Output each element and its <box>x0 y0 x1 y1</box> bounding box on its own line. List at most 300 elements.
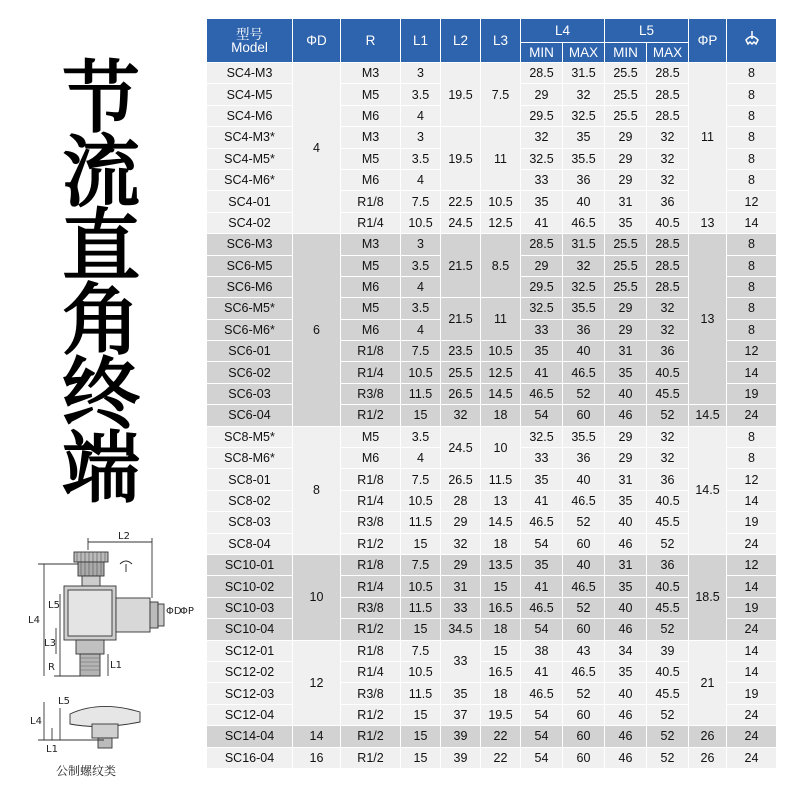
cell-l1: 10.5 <box>401 490 441 511</box>
cell-l4-min: 54 <box>521 533 563 554</box>
cell-l1: 3 <box>401 63 441 84</box>
cell-l5-max: 36 <box>647 341 689 362</box>
cell-l1: 15 <box>401 533 441 554</box>
header-l2: L2 <box>441 19 481 63</box>
cell-l5-min: 29 <box>605 448 647 469</box>
cell-model: SC8-02 <box>207 490 293 511</box>
header-l4-min: MIN <box>521 43 563 63</box>
cell-l1: 7.5 <box>401 191 441 212</box>
cell-l4-max: 40 <box>563 341 605 362</box>
cell-l3: 15 <box>481 576 521 597</box>
cell-l4-max: 46.5 <box>563 490 605 511</box>
header-l5: L5 <box>605 19 689 43</box>
cell-model: SC8-01 <box>207 469 293 490</box>
cell-l4-max: 60 <box>563 726 605 747</box>
cell-r: M3 <box>341 127 401 148</box>
cell-l4-min: 33 <box>521 319 563 340</box>
cell-l5-max: 52 <box>647 405 689 426</box>
cell-l4-min: 32 <box>521 127 563 148</box>
cell-l5-min: 35 <box>605 661 647 682</box>
cell-model: SC12-03 <box>207 683 293 704</box>
cell-l4-max: 35.5 <box>563 148 605 169</box>
cell-wrench: 12 <box>727 191 777 212</box>
cell-r: R1/2 <box>341 726 401 747</box>
cell-phip: 14.5 <box>689 426 727 554</box>
cell-l4-max: 31.5 <box>563 63 605 84</box>
cell-l5-max: 32 <box>647 298 689 319</box>
header-l3: L3 <box>481 19 521 63</box>
cell-model: SC6-M5 <box>207 255 293 276</box>
cell-r: R1/4 <box>341 490 401 511</box>
cell-r: M3 <box>341 63 401 84</box>
cell-l2: 32 <box>441 405 481 426</box>
cell-l1: 15 <box>401 726 441 747</box>
cell-l4-max: 40 <box>563 554 605 575</box>
cell-l4-max: 60 <box>563 405 605 426</box>
cell-l5-max: 52 <box>647 747 689 768</box>
cell-l5-min: 25.5 <box>605 255 647 276</box>
cell-model: SC8-03 <box>207 512 293 533</box>
cell-l5-min: 29 <box>605 127 647 148</box>
fitting-dimension-diagram <box>8 528 204 790</box>
cell-l4-min: 33 <box>521 169 563 190</box>
cell-l5-min: 35 <box>605 362 647 383</box>
cell-l5-max: 52 <box>647 533 689 554</box>
diagram-caption: 公制螺纹类 <box>56 764 117 778</box>
table-row <box>207 554 777 575</box>
cell-l4-min: 41 <box>521 576 563 597</box>
cell-model: SC4-M6* <box>207 169 293 190</box>
cell-l5-min: 31 <box>605 191 647 212</box>
cell-model: SC4-M3 <box>207 63 293 84</box>
cell-phid: 4 <box>293 63 341 234</box>
cell-model: SC10-02 <box>207 576 293 597</box>
cell-l3: 12.5 <box>481 362 521 383</box>
cell-wrench: 14 <box>727 490 777 511</box>
cell-r: M5 <box>341 298 401 319</box>
cell-l4-min: 35 <box>521 554 563 575</box>
cell-l4-min: 46.5 <box>521 383 563 404</box>
cell-l2: 21.5 <box>441 298 481 341</box>
cell-model: SC12-04 <box>207 704 293 725</box>
cell-model: SC4-M5 <box>207 84 293 105</box>
cell-model: SC8-M5* <box>207 426 293 447</box>
cell-model: SC12-02 <box>207 661 293 682</box>
cell-l1: 10.5 <box>401 362 441 383</box>
header-phip: ΦP <box>689 19 727 63</box>
cell-l5-min: 35 <box>605 576 647 597</box>
cell-l4-min: 35 <box>521 191 563 212</box>
cell-l5-min: 46 <box>605 726 647 747</box>
cell-model: SC4-M3* <box>207 127 293 148</box>
cell-l4-min: 46.5 <box>521 683 563 704</box>
cell-l2: 37 <box>441 704 481 725</box>
cell-l4-max: 43 <box>563 640 605 661</box>
cell-wrench: 14 <box>727 640 777 661</box>
cell-l4-max: 60 <box>563 704 605 725</box>
cell-model: SC8-M6* <box>207 448 293 469</box>
cell-wrench: 12 <box>727 341 777 362</box>
cell-l5-max: 28.5 <box>647 105 689 126</box>
cell-l3: 14.5 <box>481 383 521 404</box>
cell-wrench: 12 <box>727 554 777 575</box>
cell-l2: 35 <box>441 683 481 704</box>
cell-l2: 25.5 <box>441 362 481 383</box>
cell-l4-max: 46.5 <box>563 362 605 383</box>
cell-l4-min: 38 <box>521 640 563 661</box>
cell-l2: 32 <box>441 533 481 554</box>
cell-wrench: 8 <box>727 234 777 255</box>
cell-l3: 18 <box>481 683 521 704</box>
cell-l4-min: 32.5 <box>521 298 563 319</box>
cell-l4-max: 60 <box>563 619 605 640</box>
cell-model: SC16-04 <box>207 747 293 768</box>
cell-l5-max: 39 <box>647 640 689 661</box>
dim-label: L2 <box>118 531 130 542</box>
cell-l5-min: 29 <box>605 319 647 340</box>
cell-l5-min: 25.5 <box>605 276 647 297</box>
cell-l4-max: 36 <box>563 319 605 340</box>
dim-label: L4 <box>28 615 40 626</box>
cell-l1: 3.5 <box>401 255 441 276</box>
cell-l4-max: 32 <box>563 255 605 276</box>
spec-table <box>206 18 777 769</box>
cell-l2: 19.5 <box>441 63 481 127</box>
cell-l1: 15 <box>401 405 441 426</box>
cell-l3: 11.5 <box>481 469 521 490</box>
cell-l1: 4 <box>401 448 441 469</box>
cell-l4-min: 54 <box>521 726 563 747</box>
table-row <box>207 63 777 84</box>
cell-l2: 33 <box>441 640 481 683</box>
cell-l1: 7.5 <box>401 341 441 362</box>
header-model-en: Model <box>231 39 268 55</box>
cell-l2: 29 <box>441 512 481 533</box>
cell-wrench: 8 <box>727 319 777 340</box>
cell-l3: 18 <box>481 619 521 640</box>
cell-l1: 4 <box>401 169 441 190</box>
table-row <box>207 212 777 233</box>
cell-l4-min: 54 <box>521 405 563 426</box>
cell-phip: 14.5 <box>689 405 727 426</box>
cell-l4-max: 32.5 <box>563 276 605 297</box>
cell-l4-min: 54 <box>521 704 563 725</box>
header-model <box>207 19 293 63</box>
cell-l4-max: 36 <box>563 169 605 190</box>
cell-wrench: 8 <box>727 169 777 190</box>
cell-model: SC10-04 <box>207 619 293 640</box>
dim-label: ΦP <box>180 606 194 617</box>
cell-l3: 8.5 <box>481 234 521 298</box>
cell-wrench: 8 <box>727 148 777 169</box>
cell-l2: 39 <box>441 747 481 768</box>
cell-r: R1/4 <box>341 212 401 233</box>
cell-l4-max: 35.5 <box>563 298 605 319</box>
cell-phip: 26 <box>689 747 727 768</box>
dim-label: R <box>48 662 55 673</box>
cell-l5-max: 40.5 <box>647 362 689 383</box>
cell-model: SC8-04 <box>207 533 293 554</box>
cell-l5-max: 52 <box>647 704 689 725</box>
cell-r: M6 <box>341 105 401 126</box>
cell-l4-min: 35 <box>521 469 563 490</box>
cell-l1: 15 <box>401 704 441 725</box>
cell-l4-max: 32.5 <box>563 105 605 126</box>
cell-l5-min: 25.5 <box>605 84 647 105</box>
header-wrench-icon <box>727 19 777 63</box>
cell-l1: 4 <box>401 276 441 297</box>
header-model-cn: 型号 <box>236 26 263 42</box>
cell-l1: 7.5 <box>401 554 441 575</box>
cell-l5-min: 31 <box>605 469 647 490</box>
cell-r: M5 <box>341 426 401 447</box>
cell-wrench: 24 <box>727 405 777 426</box>
product-title <box>58 54 144 514</box>
cell-phip: 18.5 <box>689 554 727 640</box>
cell-model: SC6-04 <box>207 405 293 426</box>
cell-l3: 7.5 <box>481 63 521 127</box>
cell-l2: 19.5 <box>441 127 481 191</box>
cell-l3: 12.5 <box>481 212 521 233</box>
cell-r: R3/8 <box>341 512 401 533</box>
header-l5-min: MIN <box>605 43 647 63</box>
cell-r: R1/2 <box>341 619 401 640</box>
dim-label: L1 <box>46 744 58 755</box>
cell-phid: 12 <box>293 640 341 726</box>
cell-l5-max: 36 <box>647 469 689 490</box>
cell-l1: 3.5 <box>401 84 441 105</box>
dim-label: L5 <box>48 600 60 611</box>
cell-l4-min: 41 <box>521 362 563 383</box>
cell-l2: 26.5 <box>441 469 481 490</box>
cell-r: R1/8 <box>341 341 401 362</box>
cell-phip: 21 <box>689 640 727 726</box>
dim-label: L5 <box>58 696 70 707</box>
cell-l2: 29 <box>441 554 481 575</box>
cell-l4-min: 54 <box>521 619 563 640</box>
cell-l2: 26.5 <box>441 383 481 404</box>
cell-l5-max: 52 <box>647 726 689 747</box>
cell-model: SC4-M5* <box>207 148 293 169</box>
header-phid: ΦD <box>293 19 341 63</box>
cell-model: SC6-03 <box>207 383 293 404</box>
cell-model: SC14-04 <box>207 726 293 747</box>
cell-l5-max: 32 <box>647 169 689 190</box>
cell-l5-max: 40.5 <box>647 576 689 597</box>
cell-r: M6 <box>341 448 401 469</box>
cell-wrench: 8 <box>727 276 777 297</box>
cell-r: M6 <box>341 319 401 340</box>
cell-wrench: 19 <box>727 683 777 704</box>
cell-l3: 10.5 <box>481 341 521 362</box>
cell-l4-min: 29.5 <box>521 276 563 297</box>
cell-wrench: 8 <box>727 105 777 126</box>
cell-wrench: 14 <box>727 661 777 682</box>
cell-wrench: 8 <box>727 63 777 84</box>
title-char: 角 <box>61 276 140 366</box>
cell-wrench: 24 <box>727 726 777 747</box>
dim-label: L3 <box>44 638 56 649</box>
cell-l3: 18 <box>481 533 521 554</box>
cell-l5-min: 25.5 <box>605 105 647 126</box>
cell-l4-min: 41 <box>521 212 563 233</box>
cell-l3: 13 <box>481 490 521 511</box>
cell-phip: 26 <box>689 726 727 747</box>
cell-l4-min: 29.5 <box>521 105 563 126</box>
cell-l3: 11 <box>481 127 521 191</box>
cell-l5-min: 31 <box>605 554 647 575</box>
title-char: 终 <box>61 350 140 440</box>
cell-l4-min: 35 <box>521 341 563 362</box>
cell-r: M5 <box>341 148 401 169</box>
cell-l4-min: 46.5 <box>521 512 563 533</box>
dim-label: L4 <box>30 716 42 727</box>
cell-l4-max: 52 <box>563 683 605 704</box>
cell-l3: 11 <box>481 298 521 341</box>
cell-l5-max: 40.5 <box>647 212 689 233</box>
cell-r: R3/8 <box>341 597 401 618</box>
cell-r: R1/4 <box>341 362 401 383</box>
cell-wrench: 8 <box>727 426 777 447</box>
cell-r: M5 <box>341 84 401 105</box>
cell-wrench: 14 <box>727 362 777 383</box>
cell-wrench: 19 <box>727 512 777 533</box>
cell-l4-min: 54 <box>521 747 563 768</box>
cell-l4-max: 46.5 <box>563 661 605 682</box>
header-l1: L1 <box>401 19 441 63</box>
cell-l1: 11.5 <box>401 683 441 704</box>
cell-l4-max: 40 <box>563 469 605 490</box>
cell-l4-min: 41 <box>521 661 563 682</box>
cell-l4-max: 46.5 <box>563 576 605 597</box>
cell-l1: 10.5 <box>401 212 441 233</box>
cell-l3: 19.5 <box>481 704 521 725</box>
cell-l1: 7.5 <box>401 640 441 661</box>
cell-wrench: 8 <box>727 298 777 319</box>
cell-wrench: 19 <box>727 383 777 404</box>
cell-l1: 11.5 <box>401 597 441 618</box>
cell-l3: 18 <box>481 405 521 426</box>
cell-r: R1/2 <box>341 405 401 426</box>
cell-model: SC12-01 <box>207 640 293 661</box>
cell-l5-max: 32 <box>647 127 689 148</box>
cell-l1: 3 <box>401 234 441 255</box>
cell-wrench: 19 <box>727 597 777 618</box>
cell-l2: 31 <box>441 576 481 597</box>
header-l4: L4 <box>521 19 605 43</box>
cell-l2: 28 <box>441 490 481 511</box>
header-l4-max: MAX <box>563 43 605 63</box>
table-row <box>207 426 777 447</box>
cell-phid: 6 <box>293 234 341 427</box>
cell-l3: 13.5 <box>481 554 521 575</box>
cell-l5-max: 40.5 <box>647 661 689 682</box>
table-row <box>207 726 777 747</box>
cell-l5-max: 32 <box>647 319 689 340</box>
table-row <box>207 640 777 661</box>
cell-l5-min: 46 <box>605 405 647 426</box>
cell-l4-max: 35.5 <box>563 426 605 447</box>
cell-l3: 14.5 <box>481 512 521 533</box>
cell-l5-max: 45.5 <box>647 383 689 404</box>
cell-l3: 22 <box>481 747 521 768</box>
cell-l3: 15 <box>481 640 521 661</box>
dim-label: L1 <box>110 660 122 671</box>
cell-phip: 13 <box>689 234 727 405</box>
cell-l5-max: 28.5 <box>647 255 689 276</box>
cell-l5-min: 46 <box>605 704 647 725</box>
cell-l5-min: 35 <box>605 212 647 233</box>
cell-l5-min: 31 <box>605 341 647 362</box>
cell-l5-max: 45.5 <box>647 597 689 618</box>
cell-phid: 8 <box>293 426 341 554</box>
cell-l5-min: 40 <box>605 683 647 704</box>
cell-l1: 10.5 <box>401 576 441 597</box>
cell-l1: 3.5 <box>401 426 441 447</box>
cell-l4-min: 28.5 <box>521 234 563 255</box>
cell-r: R1/4 <box>341 576 401 597</box>
cell-l5-max: 45.5 <box>647 683 689 704</box>
cell-l4-max: 35 <box>563 127 605 148</box>
cell-l4-max: 40 <box>563 191 605 212</box>
cell-l5-min: 25.5 <box>605 63 647 84</box>
cell-l2: 33 <box>441 597 481 618</box>
cell-l1: 3 <box>401 127 441 148</box>
cell-wrench: 14 <box>727 212 777 233</box>
cell-l1: 3.5 <box>401 298 441 319</box>
cell-l4-min: 28.5 <box>521 63 563 84</box>
dim-label: ΦD <box>166 606 182 617</box>
header-r: R <box>341 19 401 63</box>
cell-l4-max: 52 <box>563 597 605 618</box>
cell-l5-min: 25.5 <box>605 234 647 255</box>
cell-l4-max: 52 <box>563 512 605 533</box>
cell-l2: 24.5 <box>441 212 481 233</box>
cell-wrench: 24 <box>727 619 777 640</box>
cell-l5-min: 46 <box>605 747 647 768</box>
cell-l4-max: 32 <box>563 84 605 105</box>
cell-l1: 7.5 <box>401 469 441 490</box>
cell-l3: 10 <box>481 426 521 469</box>
cell-wrench: 8 <box>727 127 777 148</box>
cell-r: M6 <box>341 169 401 190</box>
cell-wrench: 8 <box>727 448 777 469</box>
cell-r: R1/4 <box>341 661 401 682</box>
cell-phip: 11 <box>689 63 727 213</box>
cell-l3: 10.5 <box>481 191 521 212</box>
cell-l2: 23.5 <box>441 341 481 362</box>
cell-l4-max: 31.5 <box>563 234 605 255</box>
cell-l4-min: 33 <box>521 448 563 469</box>
wrench-icon <box>742 28 762 50</box>
title-char: 直 <box>61 202 140 292</box>
cell-l4-min: 46.5 <box>521 597 563 618</box>
cell-l4-min: 29 <box>521 84 563 105</box>
cell-l5-min: 34 <box>605 640 647 661</box>
cell-l4-max: 36 <box>563 448 605 469</box>
cell-l5-min: 46 <box>605 619 647 640</box>
cell-wrench: 24 <box>727 704 777 725</box>
cell-l4-min: 41 <box>521 490 563 511</box>
cell-l5-min: 40 <box>605 512 647 533</box>
cell-l4-max: 60 <box>563 533 605 554</box>
cell-r: M5 <box>341 255 401 276</box>
table-row <box>207 405 777 426</box>
cell-l2: 24.5 <box>441 426 481 469</box>
cell-l3: 16.5 <box>481 661 521 682</box>
cell-l5-max: 32 <box>647 148 689 169</box>
cell-r: R1/8 <box>341 191 401 212</box>
